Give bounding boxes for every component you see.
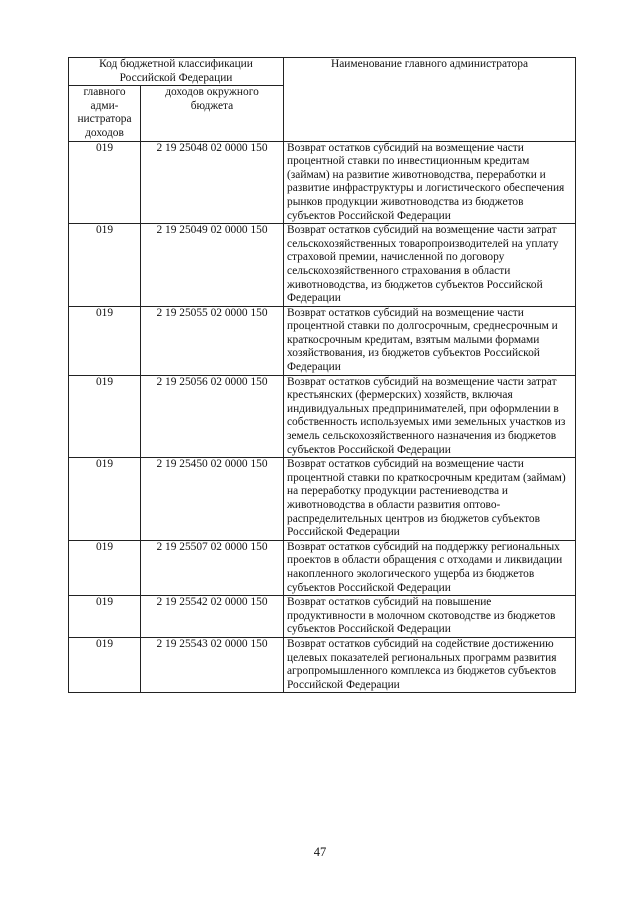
table-row <box>69 375 576 458</box>
admin-code-cell: 019 <box>69 540 141 595</box>
revenue-code-cell: 2 19 25543 02 0000 150 <box>141 637 284 692</box>
revenue-code-cell: 2 19 25056 02 0000 150 <box>141 375 284 458</box>
admin-code-cell: 019 <box>69 224 141 307</box>
revenue-code-cell: 2 19 25049 02 0000 150 <box>141 224 284 307</box>
header-chief-administrator: главного адми-нистратора доходов <box>69 86 141 141</box>
admin-code-cell: 019 <box>69 596 141 638</box>
header-district-budget-revenue: доходов окружного бюджета <box>141 86 284 141</box>
table-row <box>69 540 576 595</box>
table-row <box>69 141 576 224</box>
revenue-code-cell: 2 19 25507 02 0000 150 <box>141 540 284 595</box>
admin-code-cell: 019 <box>69 375 141 458</box>
table-row <box>69 596 576 638</box>
table-row <box>69 224 576 307</box>
administrator-name-cell: Возврат остатков субсидий на возмещение части затрат сельскохозяйственных товаропроизводителей на уплату страховой премии, начисленной по договору сельскохозяйственного страхования в области животноводства, из бюджетов субъектов Российской Федерации <box>284 224 576 307</box>
table-row <box>69 306 576 375</box>
page-number: 47 <box>313 845 327 859</box>
revenue-code-cell: 2 19 25450 02 0000 150 <box>141 458 284 541</box>
revenue-code-cell: 2 19 25055 02 0000 150 <box>141 306 284 375</box>
header-row-top <box>69 58 576 86</box>
administrator-name-cell: Возврат остатков субсидий на возмещение части процентной ставки по инвестиционным кредитам (займам) на развитие животноводства, переработки и развитие инфраструктуры и логистического обеспечения рынков продукции животноводства из бюджетов субъектов Российской Федерации <box>284 141 576 224</box>
header-administrator-name: Наименование главного администратора <box>284 58 576 142</box>
admin-code-cell: 019 <box>69 458 141 541</box>
budget-classification-table <box>68 57 576 693</box>
administrator-name-cell: Возврат остатков субсидий на возмещение части процентной ставки по долгосрочным, среднесрочным и краткосрочным кредитам, взятым малыми формами хозяйствования, из бюджетов субъектов Российской Федерации <box>284 306 576 375</box>
administrator-name-cell: Возврат остатков субсидий на возмещение части процентной ставки по краткосрочным кредитам (займам) на переработку продукции растениеводства и животноводства в области развития оптово-распределительных центров из бюджетов субъектов Российской Федерации <box>284 458 576 541</box>
administrator-name-cell: Возврат остатков субсидий на повышение продуктивности в молочном скотоводстве из бюджетов субъектов Российской Федерации <box>284 596 576 638</box>
administrator-name-cell: Возврат остатков субсидий на содействие достижению целевых показателей региональных программ развития агропромышленного комплекса из бюджетов субъектов Российской Федерации <box>284 637 576 692</box>
table-row <box>69 458 576 541</box>
header-budget-code-group: Код бюджетной классификации Российской Федерации <box>69 58 284 86</box>
admin-code-cell: 019 <box>69 637 141 692</box>
revenue-code-cell: 2 19 25542 02 0000 150 <box>141 596 284 638</box>
admin-code-cell: 019 <box>69 306 141 375</box>
revenue-code-cell: 2 19 25048 02 0000 150 <box>141 141 284 224</box>
administrator-name-cell: Возврат остатков субсидий на поддержку региональных проектов в области обращения с отходами и ликвидации накопленного экологического ущерба из бюджетов субъектов Российской Федерации <box>284 540 576 595</box>
table-row <box>69 637 576 692</box>
administrator-name-cell: Возврат остатков субсидий на возмещение части затрат крестьянских (фермерских) хозяйств, включая индивидуальных предпринимателей, при оформлении в собственность используемых ими земельных участков из земель сельскохозяйственного назначения из бюджетов субъектов Российской Федерации <box>284 375 576 458</box>
admin-code-cell: 019 <box>69 141 141 224</box>
